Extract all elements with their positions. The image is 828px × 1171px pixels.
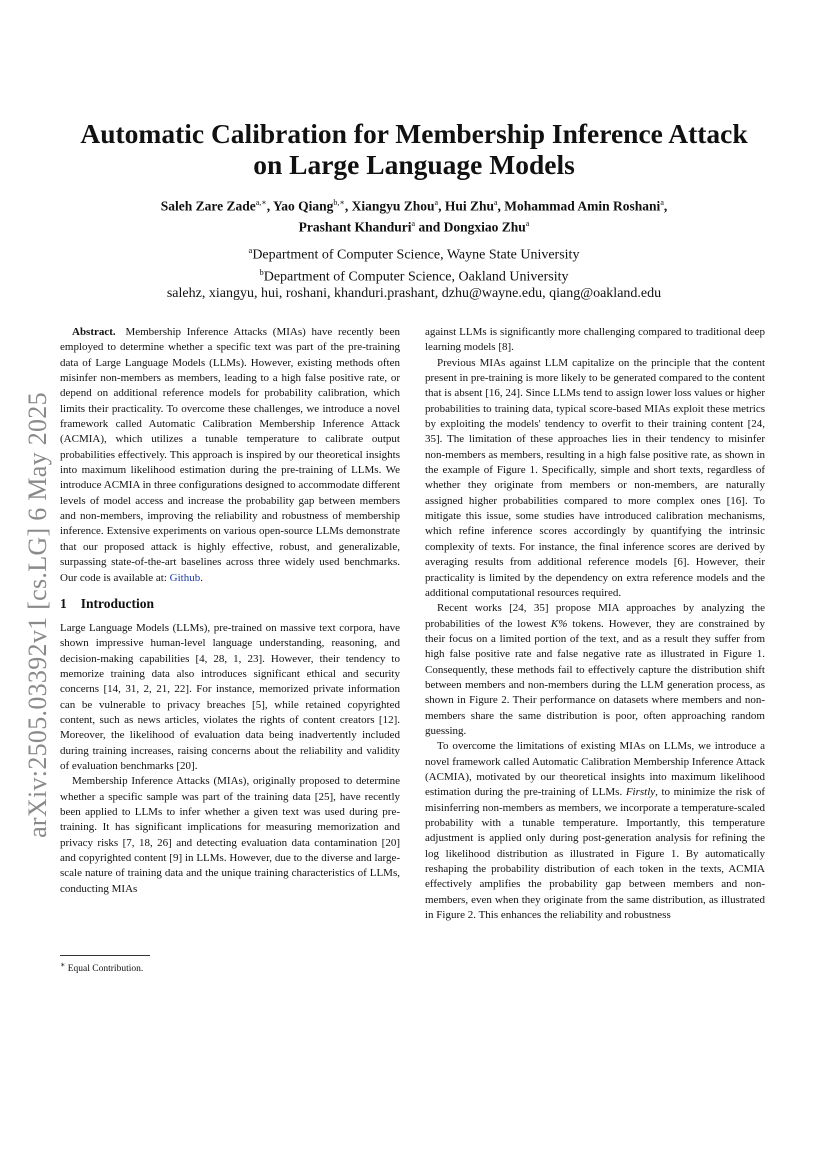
paragraph-text: To overcome the limitations of existing MIAs on LLMs, we introduce a novel framework called Automatic Calibration Membership Inference Attack (ACMIA), motivated by our theoretical insights into maximum likelihood estimation during the pre-training of LLMs. xyxy=(425,740,765,799)
affiliations xyxy=(60,242,768,302)
author-name: Mohammad Amin Roshani xyxy=(504,198,661,214)
author-affiliation-mark: a xyxy=(660,198,664,207)
intro-paragraph-5 xyxy=(425,739,765,923)
paper-title-line-1: Automatic Calibration for Membership Inference Attack xyxy=(80,118,748,149)
paragraph-text: , to minimize the risk of misinferring non-members as members, we incorporate a temperature-scaled probability with a tunable temperature. Importantly, this temperature adjustment is applied only during post-generation analysis for refining the log likelihood distribution as illustrated in Figure 1. By automatically reshaping the probability distribution of each token in the texts, ACMIA effectively amplifies the probability gap between members and non-members, even when they originate from the same distribution, as illustrated in Figure 2. This enhances the reliability and robustness xyxy=(425,786,766,922)
paper-title xyxy=(40,118,788,180)
intro-paragraph-4 xyxy=(425,601,765,739)
emphasis-firstly: Firstly xyxy=(625,786,656,799)
author-affiliation-mark: a xyxy=(411,218,416,228)
abstract-text: Membership Inference Attacks (MIAs) have recently been employed to determine whether a specific text was part of the pre-training data of Large Language Models (LLMs). However, existing methods often misinfer non-members as members, leading to a high false positive rate, or depend on additional reference models for probability calibration, which limits their practicality. To overcome these challenges, we introduce a novel framework called Automatic Calibration Membership Inference Attack (ACMIA), which utilizes a tunable temperature to calibrate output probabilities effectively. This approach is inspired by our theoretical insights into maximum likelihood estimation during the pre-training of LLMs. We introduce ACMIA in three configurations designed to accommodate different levels of model access and increase the probability gap between members and non-members, improving the reliability and robustness of membership inference. Extensive experiments on various open-source LLMs demonstrate that our proposed attack is highly effective, robust, and generalizable, surpassing state-of-the-art baselines across three widely used benchmarks. Our code is available at: xyxy=(60,326,400,584)
author-name: Saleh Zare Zade xyxy=(160,198,256,214)
abstract-end: . xyxy=(200,571,203,584)
arxiv-identifier xyxy=(18,355,58,875)
section-heading-introduction xyxy=(60,596,400,612)
paragraph-text: Recent works [24, 35] propose MIA approaches by analyzing the probabilities of the lowest xyxy=(425,602,765,630)
intro-paragraph-2-continued: against LLMs is significantly more challenging compared to traditional deep learning models [8]. xyxy=(425,326,765,354)
author-affiliation-mark: b,∗ xyxy=(333,198,345,207)
affiliation-mark: b xyxy=(259,266,264,277)
author-name: Prashant Khanduri xyxy=(298,219,412,234)
affiliation-a xyxy=(60,242,768,264)
footnote-rule xyxy=(60,955,150,956)
author-name: Dongxiao Zhu xyxy=(443,219,526,234)
author-affiliation-mark: a xyxy=(525,218,530,228)
footnote xyxy=(60,955,400,975)
github-link[interactable]: Github xyxy=(169,571,201,584)
paper-title-line-2: on Large Language Models xyxy=(253,149,575,180)
affiliation-mark: a xyxy=(248,245,253,255)
right-column xyxy=(425,325,765,923)
author-name: Hui Zhu xyxy=(444,198,494,214)
author-line-2 xyxy=(90,215,738,236)
abstract-label: Abstract. xyxy=(72,326,116,338)
affiliation-text: Department of Computer Science, Oakland University xyxy=(263,269,569,285)
arxiv-identifier-text: arXiv:2505.03392v1 [cs.LG] 6 May 2025 xyxy=(23,392,52,838)
author-name: Yao Qiang xyxy=(273,198,334,214)
affiliation-b xyxy=(60,264,768,286)
author-affiliation-mark: a xyxy=(493,198,498,207)
section-number: 1 xyxy=(60,595,67,611)
intro-paragraph-3: Previous MIAs against LLM capitalize on the principle that the content present in pre-training is more likely to be generated compared to the content that is absent [16, 24]. Since LLMs tend to assign lower loss values or higher probabilities to training data, typical score-based MIAs exploit these metrics by exploiting the models' tendency to overfit to their training content [24, 35]. The limitation of these approaches lies in their tendency to misinfer non-members as members, resulting in a high false positive rate, as shown in the example of Figure 1. Specifically, simple and short texts, regardless of whether they originate from members or non-members, are naturally assigned higher probabilities compared to more complex ones [16]. To mitigate this issue, some studies have introduced calibration mechanisms, which refine inference scores accordingly by quantifying the intrinsic complexity of texts. For instance, the final inference scores are derived by averaging results from additional reference models [6]. However, their practicality is limited by the dependency on extra reference models and the additional computational resources required. xyxy=(425,356,765,599)
left-column xyxy=(60,325,400,897)
abstract xyxy=(60,325,400,586)
author-emails: salehz, xiangyu, hui, roshani, khanduri.prashant, dzhu@wayne.edu, qiang@oakland.edu xyxy=(166,286,662,302)
author-affiliation-mark: a xyxy=(434,198,439,207)
footnote-mark: ∗ xyxy=(60,960,66,969)
author-name: Xiangyu Zhou xyxy=(351,198,435,214)
author-line-1: Saleh Zare Zade$^{a,∗}$, Yao Qiang$^{b,∗}$, Xiangyu Zhou$^a$, Hui Zhu$^a$, Mohammad Amin Roshani$^a$, xyxy=(160,198,668,214)
intro-paragraph-2: Membership Inference Attacks (MIAs), originally proposed to determine whether a specific sample was part of the training data [25], have recently been applied to LLMs to infer whether a given text was used during pre-training. It has significant implications for measuring memorization and privacy risks [7, 18, 26] and detecting evaluation data contamination [20] and copyrighted content [9] in LLMs. However, due to the diverse and large-scale nature of training data and the unique training characteristics of LLMs, conducting MIAs xyxy=(60,775,400,895)
author-affiliation-mark: a,∗ xyxy=(255,198,267,207)
author-list xyxy=(90,194,738,235)
math-k-percent: K% xyxy=(550,617,568,630)
author-conjunction: and xyxy=(418,219,441,234)
affiliation-text: Department of Computer Science, Wayne State University xyxy=(252,247,580,263)
footnote-text: Equal Contribution. xyxy=(67,964,144,975)
intro-paragraph-1: Large Language Models (LLMs), pre-trained on massive text corpora, have shown impressive human-level language understanding, reasoning, and decision-making capabilities [4, 28, 1, 23]. However, their tendency to memorize training data also introduces significant ethical and security concerns [14, 31, 2, 21, 22]. For instance, memorized private information can be vulnerable to privacy breaches [5], while retained copyrighted content, such as news articles, violates the rights of content creators [12]. Moreover, the likelihood of evaluation data being inadvertently included during training increases, raising concerns about the reliability and validity of evaluation benchmarks [20]. xyxy=(60,621,400,772)
paragraph-text: tokens. However, they are constrained by their focus on a limited portion of the text, and as a result they suffer from high false positive rate and false negative rate as illustrated in Figure 1. Consequently, these methods fail to effectively capture the distribution shift between members and non-members during the LLM generation process, as shown in Figure 2. Their performance on datasets where members and non-members share the same distribution is poor, often approaching random guessing. xyxy=(425,617,765,737)
section-title: Introduction xyxy=(80,595,155,611)
